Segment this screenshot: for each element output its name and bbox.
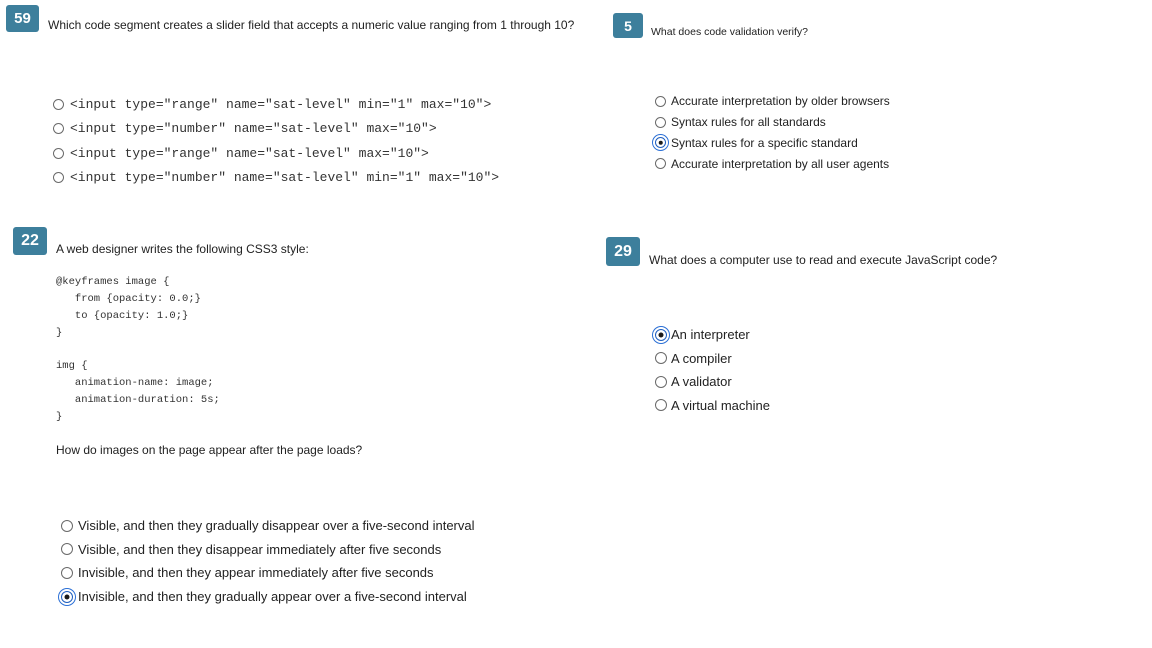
answer-option-label: <input type="range" name="sat-level" max="10">: [70, 145, 429, 161]
answer-option[interactable]: [61, 561, 475, 585]
radio-button[interactable]: [53, 148, 64, 159]
radio-button[interactable]: [655, 399, 667, 411]
answer-options: [61, 514, 475, 608]
answer-option-label: <input type="range" name="sat-level" min="1" max="10">: [70, 96, 492, 112]
question-number-badge: 59: [6, 5, 39, 32]
radio-button[interactable]: [61, 543, 73, 555]
radio-button[interactable]: [53, 123, 64, 134]
answer-option-label: A virtual machine: [671, 397, 770, 413]
question-number-badge: 29: [606, 237, 640, 266]
radio-button[interactable]: [53, 172, 64, 183]
answer-option-label: Invisible, and then they appear immediately after five seconds: [78, 565, 434, 581]
answer-option[interactable]: [655, 347, 770, 371]
css-code-block: @keyframes image { from {opacity: 0.0;} to {opacity: 1.0;} }: [56, 276, 201, 339]
answer-option-label: Invisible, and then they gradually appear over a five-second interval: [78, 589, 467, 605]
radio-button[interactable]: [655, 96, 666, 107]
question-text: What does code validation verify?: [651, 26, 809, 38]
question-text: A web designer writes the following CSS3 style:: [56, 242, 309, 256]
answer-option-label: Accurate interpretation by all user agents: [671, 156, 890, 171]
radio-button[interactable]: [655, 376, 667, 388]
answer-option-label: An interpreter: [671, 327, 750, 343]
radio-button[interactable]: [655, 158, 666, 169]
radio-button[interactable]: [61, 591, 73, 603]
answer-option[interactable]: [53, 166, 499, 191]
answer-option[interactable]: [655, 112, 890, 133]
answer-option[interactable]: [61, 538, 475, 562]
answer-option[interactable]: [53, 117, 499, 142]
radio-button[interactable]: [53, 99, 64, 110]
question-text: What does a computer use to read and execute JavaScript code?: [649, 253, 998, 267]
question-prompt: How do images on the page appear after the page loads?: [56, 443, 363, 457]
radio-button[interactable]: [61, 520, 73, 532]
css-code-block: img { animation-name: image; animation-duration: 5s; }: [56, 360, 220, 423]
answer-option-label: <input type="number" name="sat-level" max="10">: [70, 121, 437, 137]
answer-option[interactable]: [655, 323, 770, 347]
answer-option[interactable]: [53, 92, 499, 117]
answer-option[interactable]: [61, 585, 475, 609]
answer-option-label: Syntax rules for all standards: [671, 115, 826, 130]
answer-options: [655, 323, 770, 417]
question-text: Which code segment creates a slider field that accepts a numeric value ranging from 1 through 10?: [48, 18, 575, 32]
question-number-badge: 22: [13, 227, 47, 255]
answer-option[interactable]: [655, 394, 770, 418]
radio-button[interactable]: [655, 137, 666, 148]
answer-option[interactable]: [53, 141, 499, 166]
radio-button[interactable]: [655, 329, 667, 341]
answer-option-label: Visible, and then they disappear immediately after five seconds: [78, 541, 442, 557]
answer-option[interactable]: [655, 153, 890, 174]
answer-option-label: <input type="number" name="sat-level" min="1" max="10">: [70, 170, 500, 186]
answer-option-label: Visible, and then they gradually disappear over a five-second interval: [78, 518, 475, 534]
answer-option[interactable]: [61, 514, 475, 538]
answer-option[interactable]: [655, 133, 890, 154]
answer-option-label: A compiler: [671, 350, 732, 366]
answer-option[interactable]: [655, 370, 770, 394]
answer-option-label: A validator: [671, 374, 732, 390]
radio-button[interactable]: [655, 117, 666, 128]
radio-button[interactable]: [61, 567, 73, 579]
answer-option-label: Syntax rules for a specific standard: [671, 135, 858, 150]
answer-options: [53, 92, 499, 190]
answer-options: [655, 91, 890, 174]
answer-option-label: Accurate interpretation by older browsers: [671, 94, 890, 109]
question-number-badge: 5: [613, 13, 643, 38]
radio-button[interactable]: [655, 352, 667, 364]
answer-option[interactable]: [655, 91, 890, 112]
